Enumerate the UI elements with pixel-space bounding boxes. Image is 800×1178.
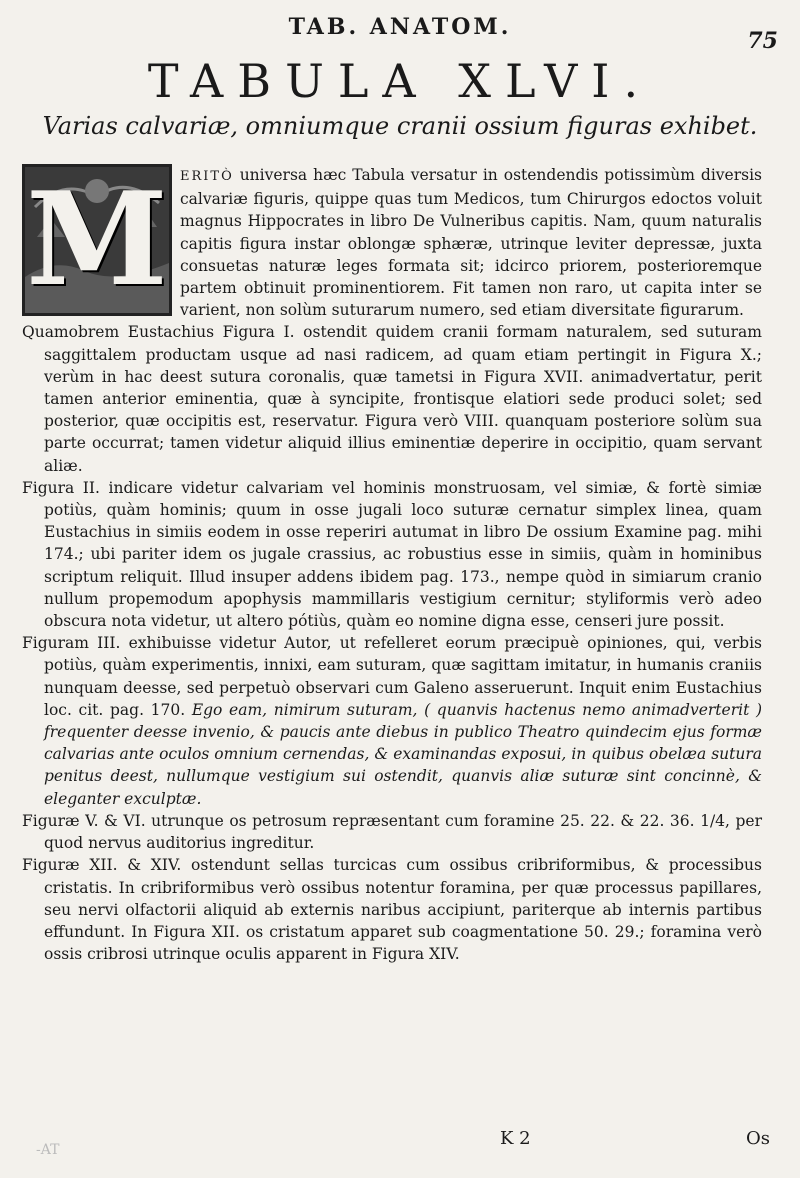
paragraph-figura-i: Quamobrem Eustachius Figura I. ostendit quidem cranii formam naturalem, sed suturam saggittalem productam usque ad nasi radicem, ad quam etiam pertingit in Figura X.; verùm in hac deest sutura coronalis, quæ tametsi in Figura XVII. animadvertatur, perit tamen anterior eminentia, quæ à syncipite, frontisque elatiori sede produci solet; sed posterior, quæ occipitis est, reservatur. Figura verò VIII. quanquam posteriore solùm sua parte occurrat; tamen videtur aliquid illius eminentiæ deperire in occipitio, quam servant aliæ. xyxy=(22,323,762,475)
drop-cap-ornament xyxy=(22,164,172,316)
page-number: 75 xyxy=(747,28,778,54)
page-footer xyxy=(0,1128,800,1158)
paragraph-figura-iii xyxy=(22,632,762,810)
eustachius-quote: Ego eam, nimirum suturam, ( quanvis hactenus nemo animadverterit ) frequenter deesse invenio, & paucis ante diebus in publico Theatro quindecim ejus formæ calvarias ante oculos omnium cernendas, & examinandas exposui, in quibus obelæa sutura penitus deest, nullumque vestigium sui ostendit, quanvis aliæ suturæ sint concinnè, & eleganter exculptæ. xyxy=(44,700,762,808)
drop-cap-letter: M xyxy=(26,165,168,315)
paragraph-figurae-xii-xiv: Figuræ XII. & XIV. ostendunt sellas turcicas cum ossibus cribriformibus, & processibus cristatis. In cribriformibus verò ossibus notentur foramina, per quæ processus papillares, seu nervi olfactorii aliquid ab externis naribus accipiunt, pariterque ab internis partibus effundunt. In Figura XII. os cristatum apparet sub coagmentatione 50. 29.; foramina verò ossis cribrosi utrinque oculis apparent in Figura XIV. xyxy=(22,856,762,964)
running-head: TAB. ANATOM. xyxy=(288,14,512,40)
signature-mark: K 2 xyxy=(500,1128,531,1149)
paragraph-intro-text: universa hæc Tabula versatur in ostendendis potissimùm diversis calvariæ figuris, quippe quas tum Medicos, tum Chirurgos edoctos voluit magnus Hippocrates in libro De Vulneribus capitis. Nam, quum naturalis capitis figura instar oblongæ sphæræ, utrinque leviter depressæ, juxta consuetas naturæ leges formata sit; idcirco priorem, posterioremque partem obtinuit prominentiorem. Fit tamen non raro, ut capita inter se varient, non solùm suturarum numero, sed etiam diversitate figurarum. xyxy=(180,166,762,320)
first-word: ERITÒ xyxy=(180,169,234,184)
paragraph-figura-iii-text: Figuram III. exhibuisse videtur Autor, ut refelleret eorum præcipuè opiniones, qui, verbis potiùs, quàm experimentis, innixi, eam suturam, quæ sagittam imitatur, in humanis craniis nunquam deesse, sed perpetuò observari cum Galeno asseruerunt. Inquit enim Eustachius loc. cit. pag. 170. xyxy=(22,634,762,719)
plate-subtitle: Varias calvariæ, omniumque cranii ossium figuras exhibet. xyxy=(42,112,758,140)
paragraph-figura-ii: Figura II. indicare videtur calvariam vel hominis monstruosam, vel simiæ, & fortè simiæ potiùs, quàm hominis; quum in osse jugali loco suturæ cernatur simplex linea, quam Eustachius in simiis eodem in osse reperiri autumat in libro De ossium Examine pag. mihi 174.; ubi pariter idem os jugale crassius, ac robustius esse in simiis, quàm in hominibus scriptum reliquit. Illud insuper addens ibidem pag. 173., nempe quòd in simiarum cranio nullum propemodum apophysis mammillaris vestigium cernitur; styliformis verò adeo obscura nota videtur, ut altero pótiùs, quàm eo nomine digna esse, censeri jure possit. xyxy=(22,478,762,631)
catchword: Os xyxy=(746,1128,770,1149)
body-text xyxy=(22,164,762,965)
plate-title: TABULA XLVI. xyxy=(147,54,653,108)
bleed-through-mark: -AT xyxy=(36,1142,60,1158)
paragraph-figurae-v-vi: Figuræ V. & VI. utrunque os petrosum repræsentant cum foramine 25. 22. & 22. 36. 1/4, per quod nervus auditorius ingreditur. xyxy=(22,811,762,853)
